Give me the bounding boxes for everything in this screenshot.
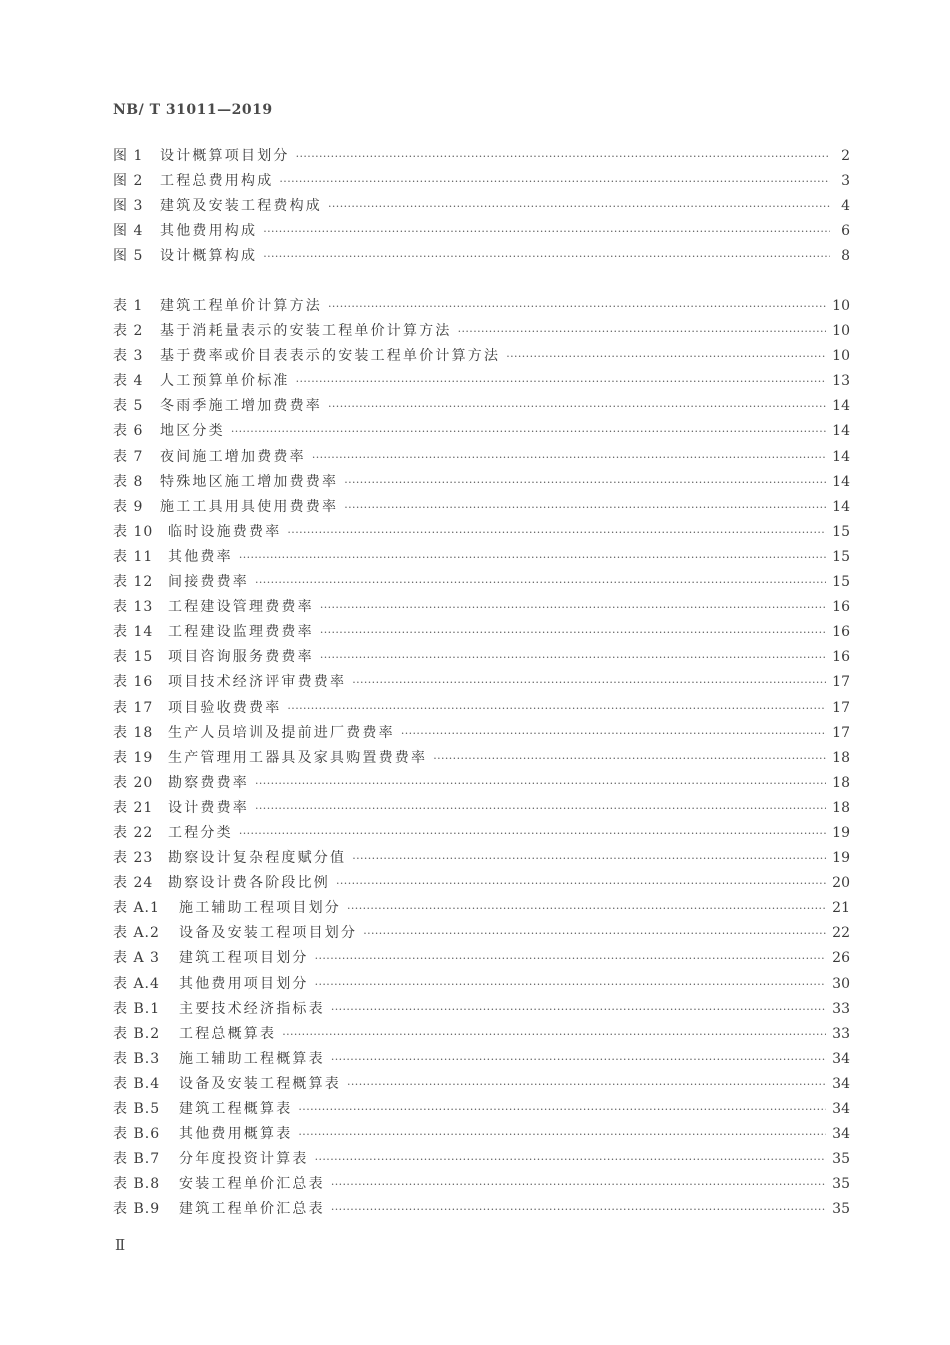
entry-label: 表 24 (113, 875, 154, 892)
entry-label: 表 5 (113, 398, 144, 415)
entry-label: 表 A.4 (113, 975, 160, 992)
table-toc-entry[interactable] (113, 545, 850, 570)
entry-title: 施工工具用具使用费费率 (160, 498, 339, 515)
dot-leader (263, 219, 830, 244)
entry-title: 工程建设管理费费率 (168, 599, 314, 616)
entry-page-number: 14 (832, 398, 850, 415)
table-toc-entry[interactable] (113, 871, 850, 896)
entry-label: 表 18 (113, 724, 154, 741)
entry-label: 表 2 (113, 323, 144, 340)
dot-leader (279, 169, 830, 194)
entry-title: 工程总费用构成 (160, 173, 274, 190)
entry-label: 表 16 (113, 674, 154, 691)
entry-title: 临时设施费费率 (168, 523, 282, 540)
entry-page-number: 33 (832, 1000, 850, 1017)
dot-leader (287, 520, 826, 545)
dot-leader (347, 1072, 826, 1097)
entry-page-number: 35 (832, 1176, 850, 1193)
table-toc-entry[interactable] (113, 696, 850, 721)
dot-leader (263, 244, 830, 269)
entry-title: 项目咨询服务费费率 (168, 649, 314, 666)
entry-title: 工程分类 (168, 824, 233, 841)
entry-label: 表 A 3 (113, 950, 160, 967)
entry-title: 建筑工程单价计算方法 (160, 298, 322, 314)
dot-leader (312, 445, 826, 470)
entry-title: 勘察设计复杂程度赋分值 (168, 850, 347, 867)
entry-page-number: 35 (832, 1201, 850, 1218)
entry-title: 勘察费费率 (168, 774, 249, 791)
entry-label: 表 12 (113, 574, 154, 591)
entry-page-number: 19 (832, 824, 850, 841)
entry-page-number: 14 (832, 498, 850, 515)
entry-title: 建筑工程单价汇总表 (179, 1201, 325, 1218)
entry-page-number: 17 (832, 724, 850, 741)
entry-page-number: 14 (832, 448, 850, 465)
table-toc-entry[interactable] (113, 470, 850, 495)
dot-leader (433, 746, 826, 771)
entry-label: 表 10 (113, 523, 154, 540)
entry-label: 表 A.2 (113, 925, 160, 942)
entry-page-number: 34 (832, 1101, 850, 1117)
table-toc-entry[interactable] (113, 1022, 850, 1047)
entry-page-number: 3 (841, 173, 850, 190)
entry-label: 表 B.1 (113, 1000, 161, 1017)
entry-page-number: 16 (832, 649, 850, 666)
dot-leader (231, 419, 826, 444)
figure-toc-entry[interactable] (113, 144, 850, 169)
dot-leader (347, 896, 826, 921)
entry-title: 其他费用构成 (160, 223, 258, 240)
entry-title: 主要技术经济指标表 (179, 1000, 325, 1017)
entry-label: 表 8 (113, 473, 144, 490)
dot-leader (315, 1147, 827, 1172)
entry-page-number: 16 (832, 599, 850, 616)
dot-leader (298, 1122, 826, 1147)
table-toc-entry[interactable] (113, 445, 850, 470)
entry-page-number: 33 (832, 1025, 850, 1042)
dot-leader (506, 344, 826, 369)
entry-title: 生产管理用工器具及家具购置费费率 (168, 749, 428, 766)
table-toc-entry[interactable] (113, 495, 850, 520)
table-toc-entry[interactable] (113, 620, 850, 645)
entry-title: 建筑工程项目划分 (179, 950, 309, 967)
entry-page-number: 22 (832, 925, 850, 942)
table-toc-entry[interactable] (113, 520, 850, 545)
dot-leader (331, 1172, 826, 1197)
entry-label: 表 23 (113, 850, 154, 867)
table-toc-entry[interactable] (113, 821, 850, 846)
dot-leader (320, 620, 826, 645)
entry-title: 设计费费率 (168, 799, 249, 816)
dot-leader (282, 1022, 826, 1047)
entry-title: 设备及安装工程项目划分 (179, 925, 358, 942)
entry-title: 安装工程单价汇总表 (179, 1176, 325, 1193)
entry-page-number: 18 (832, 799, 850, 816)
dot-leader (296, 144, 830, 169)
entry-label: 图 3 (113, 198, 144, 215)
entry-page-number: 8 (841, 248, 850, 265)
dot-leader (344, 495, 826, 520)
table-toc-entry[interactable] (113, 1172, 850, 1197)
entry-page-number: 21 (832, 900, 850, 917)
entry-label: 表 4 (113, 373, 144, 390)
dot-leader (315, 946, 827, 971)
dot-leader (239, 545, 826, 570)
entry-page-number: 15 (832, 548, 850, 565)
table-toc-entry[interactable] (113, 570, 850, 595)
entry-page-number: 4 (841, 198, 850, 215)
entry-page-number: 19 (832, 850, 850, 867)
entry-title: 建筑及安装工程费构成 (160, 198, 322, 215)
table-toc-entry[interactable] (113, 645, 850, 670)
table-toc-entry[interactable] (113, 921, 850, 946)
entry-page-number: 10 (832, 298, 850, 314)
entry-page-number: 18 (832, 774, 850, 791)
entry-label: 表 20 (113, 774, 154, 791)
table-toc-entry[interactable] (113, 1122, 850, 1147)
entry-page-number: 30 (832, 975, 850, 992)
table-toc-entry[interactable] (113, 294, 850, 319)
dot-leader (239, 821, 826, 846)
entry-title: 其他费用概算表 (179, 1126, 293, 1143)
entry-page-number: 16 (832, 624, 850, 641)
page-number: Ⅱ (115, 1236, 126, 1254)
entry-label: 图 4 (113, 223, 144, 240)
dot-leader (331, 1047, 826, 1072)
entry-label: 图 5 (113, 248, 144, 265)
dot-leader (336, 871, 826, 896)
entry-title: 冬雨季施工增加费费率 (160, 398, 322, 415)
entry-page-number: 14 (832, 473, 850, 490)
entry-title: 工程总概算表 (179, 1025, 277, 1042)
dot-leader (328, 194, 830, 219)
entry-page-number: 15 (832, 574, 850, 591)
table-toc-entry[interactable] (113, 972, 850, 997)
entry-title: 其他费率 (168, 548, 233, 565)
dot-leader (352, 670, 826, 695)
entry-title: 特殊地区施工增加费费率 (160, 473, 339, 490)
entry-label: 表 B.9 (113, 1201, 161, 1218)
entry-page-number: 20 (832, 875, 850, 892)
table-toc-entry[interactable] (113, 997, 850, 1022)
table-toc-entry[interactable] (113, 746, 850, 771)
entry-title: 基于消耗量表示的安装工程单价计算方法 (160, 323, 452, 340)
entry-label: 表 B.6 (113, 1126, 161, 1143)
entry-label: 表 6 (113, 423, 144, 440)
entry-title: 工程建设监理费费率 (168, 624, 314, 641)
figure-toc-entry[interactable] (113, 194, 850, 219)
figure-toc-entry[interactable] (113, 244, 850, 269)
entry-title: 生产人员培训及提前进厂费费率 (168, 724, 395, 741)
dot-leader (255, 570, 826, 595)
table-toc-entry[interactable] (113, 796, 850, 821)
entry-title: 施工辅助工程概算表 (179, 1050, 325, 1067)
dot-leader (255, 771, 826, 796)
entry-page-number: 18 (832, 749, 850, 766)
entry-title: 建筑工程概算表 (179, 1101, 293, 1117)
entry-label: 表 B.5 (113, 1101, 161, 1117)
table-toc-entry[interactable] (113, 344, 850, 369)
table-toc-entry[interactable] (113, 369, 850, 394)
table-toc-entry[interactable] (113, 721, 850, 746)
entry-page-number: 34 (832, 1126, 850, 1143)
entry-page-number: 10 (832, 348, 850, 365)
entry-page-number: 26 (832, 950, 850, 967)
table-toc-entry[interactable] (113, 595, 850, 620)
entry-page-number: 14 (832, 423, 850, 440)
entry-title: 人工预算单价标准 (160, 373, 290, 390)
dot-leader (328, 294, 826, 319)
entry-page-number: 35 (832, 1151, 850, 1168)
entry-label: 表 22 (113, 824, 154, 841)
entry-page-number: 34 (832, 1075, 850, 1092)
entry-page-number: 34 (832, 1050, 850, 1067)
entry-label: 表 11 (113, 548, 154, 565)
entry-label: 表 15 (113, 649, 154, 666)
table-toc-entry[interactable] (113, 946, 850, 971)
entry-label: 表 9 (113, 498, 144, 515)
figure-toc-entry[interactable] (113, 219, 850, 244)
entry-label: 表 B.7 (113, 1151, 161, 1168)
entry-page-number: 17 (832, 699, 850, 716)
entry-label: 表 B.2 (113, 1025, 161, 1042)
entry-page-number: 13 (832, 373, 850, 390)
entry-label: 图 2 (113, 173, 144, 190)
entry-page-number: 17 (832, 674, 850, 691)
dot-leader (296, 369, 827, 394)
entry-label: 表 7 (113, 448, 144, 465)
table-toc-entry[interactable] (113, 1097, 850, 1122)
entry-title: 基于费率或价目表表示的安装工程单价计算方法 (160, 348, 501, 365)
entry-title: 地区分类 (160, 423, 225, 440)
table-toc-entry[interactable] (113, 896, 850, 921)
entry-label: 表 B.8 (113, 1176, 161, 1193)
dot-leader (298, 1097, 826, 1122)
table-toc-entry[interactable] (113, 1047, 850, 1072)
dot-leader (255, 796, 826, 821)
document-number: NB/ T 31011—2019 (113, 102, 273, 118)
entry-label: 表 1 (113, 298, 144, 314)
dot-leader (328, 394, 826, 419)
entry-label: 表 B.4 (113, 1075, 161, 1092)
entry-title: 设备及安装工程概算表 (179, 1075, 341, 1092)
entry-title: 勘察设计费各阶段比例 (168, 875, 330, 892)
entry-title: 项目验收费费率 (168, 699, 282, 716)
dot-leader (331, 997, 826, 1022)
table-list (113, 294, 850, 1222)
dot-leader (320, 645, 826, 670)
entry-label: 表 14 (113, 624, 154, 641)
entry-title: 分年度投资计算表 (179, 1151, 309, 1168)
entry-title: 设计概算构成 (160, 248, 258, 265)
entry-title: 设计概算项目划分 (160, 148, 290, 164)
dot-leader (344, 470, 826, 495)
entry-label: 表 A.1 (113, 900, 160, 917)
entry-title: 其他费用项目划分 (179, 975, 309, 992)
entry-label: 表 B.3 (113, 1050, 161, 1067)
table-toc-entry[interactable] (113, 419, 850, 444)
dot-leader (363, 921, 826, 946)
table-toc-entry[interactable] (113, 771, 850, 796)
entry-page-number: 15 (832, 523, 850, 540)
entry-page-number: 2 (841, 148, 850, 164)
table-toc-entry[interactable] (113, 670, 850, 695)
entry-label: 表 13 (113, 599, 154, 616)
entry-title: 施工辅助工程项目划分 (179, 900, 341, 917)
table-toc-entry[interactable] (113, 1197, 850, 1222)
table-toc-entry[interactable] (113, 319, 850, 344)
entry-page-number: 6 (841, 223, 850, 240)
entry-label: 表 21 (113, 799, 154, 816)
entry-label: 图 1 (113, 148, 144, 164)
figure-toc-entry[interactable] (113, 169, 850, 194)
entry-title: 夜间施工增加费费率 (160, 448, 306, 465)
figure-list (113, 144, 850, 269)
dot-leader (401, 721, 826, 746)
entry-page-number: 10 (832, 323, 850, 340)
entry-label: 表 3 (113, 348, 144, 365)
dot-leader (320, 595, 826, 620)
dot-leader (458, 319, 827, 344)
entry-label: 表 19 (113, 749, 154, 766)
dot-leader (331, 1197, 826, 1222)
entry-title: 间接费费率 (168, 574, 249, 591)
table-toc-entry[interactable] (113, 394, 850, 419)
table-toc-entry[interactable] (113, 846, 850, 871)
table-toc-entry[interactable] (113, 1147, 850, 1172)
dot-leader (287, 696, 826, 721)
entry-label: 表 17 (113, 699, 154, 716)
entry-title: 项目技术经济评审费费率 (168, 674, 347, 691)
dot-leader (352, 846, 826, 871)
dot-leader (315, 972, 827, 997)
table-toc-entry[interactable] (113, 1072, 850, 1097)
